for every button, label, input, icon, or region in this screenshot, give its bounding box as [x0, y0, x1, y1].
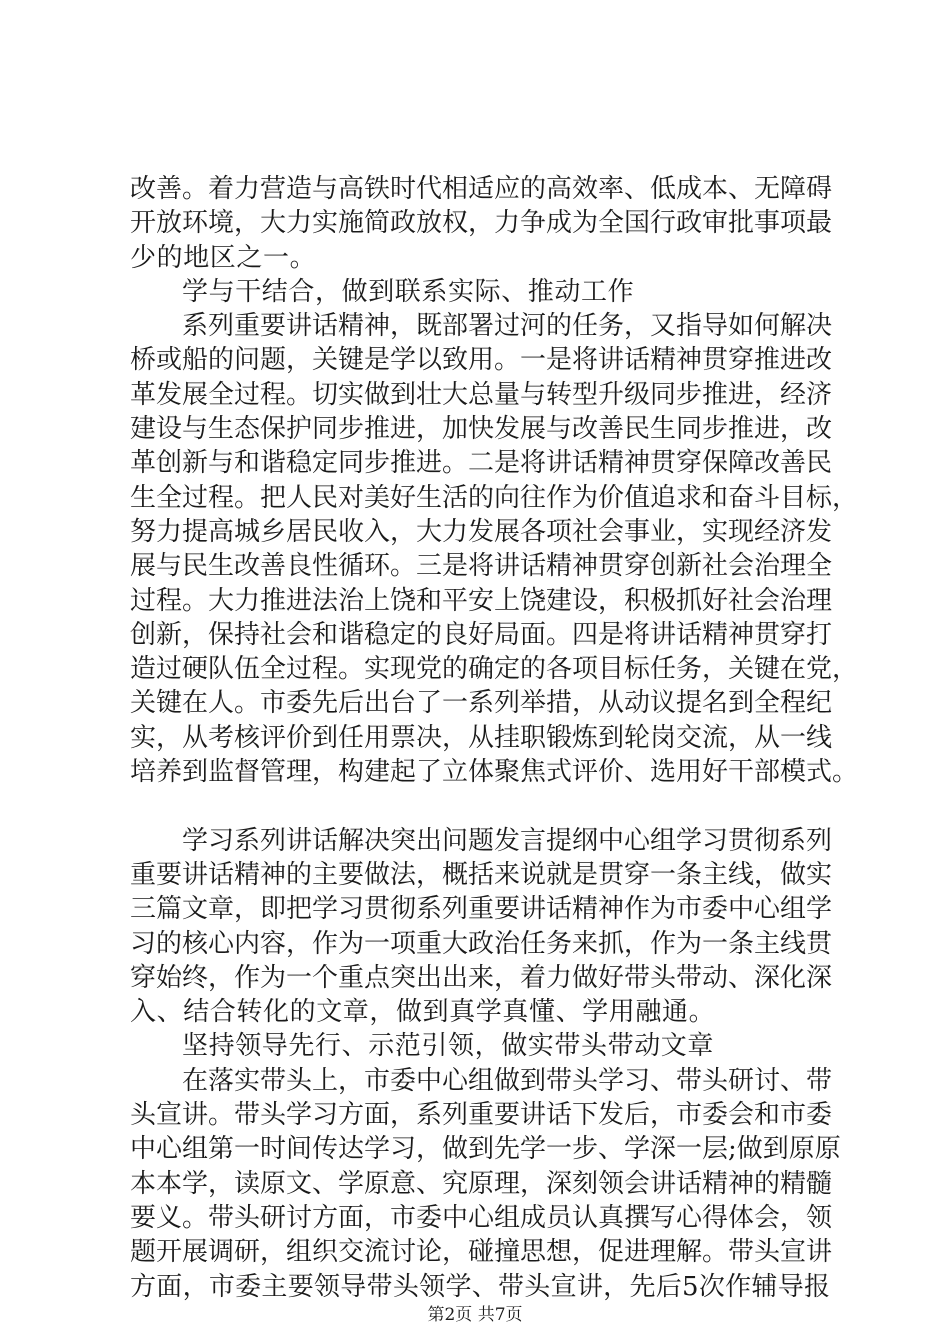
text-line: 关键在人。市委先后出台了一系列举措，从动议提名到全程纪	[130, 688, 833, 719]
text-line: 过程。大力推进法治上饶和平安上饶建设，积极抓好社会治理	[130, 585, 833, 616]
text-line: 培养到监督管理，构建起了立体聚焦式评价、选用好干部模式。	[130, 757, 859, 788]
text-line: 三篇文章，即把学习贯彻系列重要讲话精神作为市委中心组学	[130, 894, 833, 925]
text-line: 系列重要讲话精神，既部署过河的任务，又指导如何解决	[182, 311, 833, 342]
text-line: 造过硬队伍全过程。实现党的确定的各项目标任务，关键在党，	[130, 654, 859, 685]
text-line: 努力提高城乡居民收入，大力发展各项社会事业，实现经济发	[130, 516, 833, 547]
text-line: 本本学，读原文、学原意、究原理，深刻领会讲话精神的精髓	[130, 1168, 833, 1199]
text-line: 习的核心内容，作为一项重大政治任务来抓，作为一条主线贯	[130, 928, 833, 959]
text-line: 建设与生态保护同步推进，加快发展与改善民生同步推进，改	[130, 414, 833, 445]
text-line: 开放环境，大力实施简政放权，力争成为全国行政审批事项最	[130, 208, 833, 239]
text-line: 头宣讲。带头学习方面，系列重要讲话下发后，市委会和市委	[130, 1100, 833, 1131]
text-line: 展与民生改善良性循环。三是将讲话精神贯穿创新社会治理全	[130, 551, 833, 582]
text-line: 桥或船的问题，关键是学以致用。一是将讲话精神贯穿推进改	[130, 345, 833, 376]
text-line: 创新，保持社会和谐稳定的良好局面。四是将讲话精神贯穿打	[130, 619, 833, 650]
text-line: 题开展调研，组织交流讨论，碰撞思想，促进理解。带头宣讲	[130, 1237, 833, 1268]
text-line: 革发展全过程。切实做到壮大总量与转型升级同步推进，经济	[130, 379, 833, 410]
text-line: 中心组第一时间传达学习，做到先学一步、学深一层;做到原原	[130, 1134, 841, 1165]
page-number-label: 第2页 共7页	[427, 1305, 523, 1325]
text-line: 在落实带头上，市委中心组做到带头学习、带头研讨、带	[182, 1065, 833, 1096]
text-line: 生全过程。把人民对美好生活的向往作为价值追求和奋斗目标，	[130, 482, 859, 513]
text-line: 重要讲话精神的主要做法，概括来说就是贯穿一条主线，做实	[130, 859, 833, 890]
document-body	[130, 172, 859, 1304]
text-line: 实，从考核评价到任用票决，从挂职锻炼到轮岗交流，从一线	[130, 722, 833, 753]
page-footer	[0, 1300, 950, 1325]
text-line: 坚持领导先行、示范引领，做实带头带动文章	[182, 1031, 715, 1062]
text-line: 入、结合转化的文章，做到真学真懂、学用融通。	[130, 997, 716, 1028]
blank-line	[130, 789, 830, 823]
text-line: 少的地区之一。	[130, 242, 317, 273]
text-line: 革创新与和谐稳定同步推进。二是将讲话精神贯穿保障改善民	[130, 448, 833, 479]
text-line: 学习系列讲话解决突出问题发言提纲中心组学习贯彻系列	[182, 825, 833, 856]
text-lines	[130, 172, 859, 1304]
text-line: 学与干结合，做到联系实际、推动工作	[182, 276, 635, 307]
text-line: 要义。带头研讨方面，市委中心组成员认真撰写心得体会，领	[130, 1202, 833, 1233]
text-line: 穿始终，作为一个重点突出出来，着力做好带头带动、深化深	[130, 962, 833, 993]
text-line: 改善。着力营造与高铁时代相适应的高效率、低成本、无障碍	[130, 174, 833, 204]
text-line: 方面，市委主要领导带头领学、带头宣讲，先后5次作辅导报	[130, 1271, 830, 1302]
